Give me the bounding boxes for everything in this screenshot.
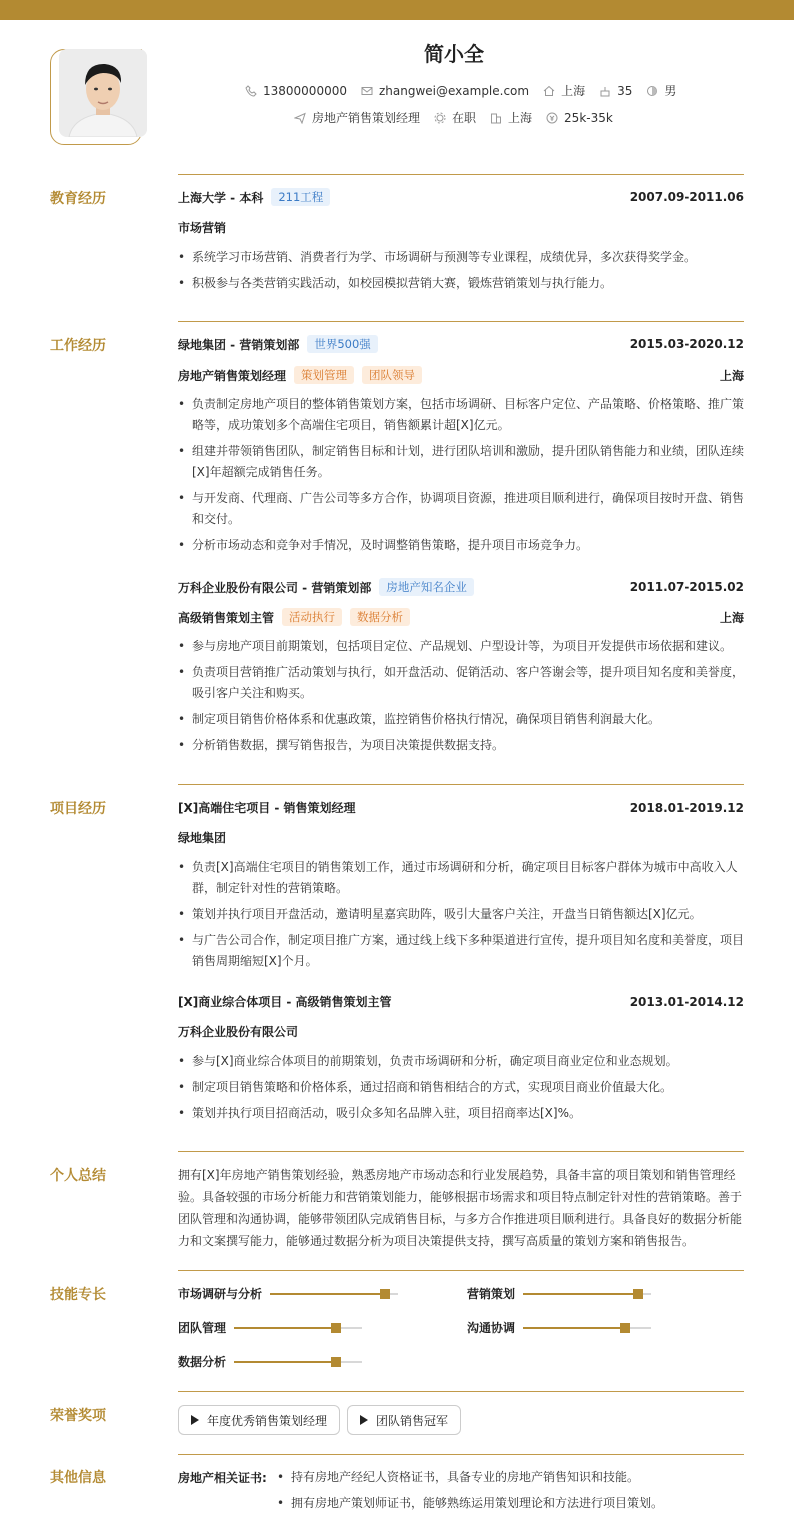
project-1-header (178, 799, 744, 816)
projects-divider (178, 784, 744, 785)
project-1-org: 绿地集团 (178, 831, 227, 845)
work-2-company: 万科企业股份有限公司 - 营销策划部 (178, 580, 372, 595)
list-item: • 组建并带领销售团队，制定销售目标和计划，进行团队培训和激励，提升团队销售能力和业绩，团队连续[X]年超额完成销售任务。 (178, 441, 744, 483)
skill-item (178, 1285, 398, 1302)
list-item: • 制定项目销售策略和价格体系，通过招商和销售相结合的方式，实现项目商业价值最大化。 (178, 1077, 744, 1098)
skill-name: 沟通协调 (467, 1321, 516, 1335)
award-badge (178, 1405, 340, 1435)
email-icon (361, 85, 373, 97)
email-info (361, 84, 529, 98)
project-2-bullets (178, 1051, 744, 1129)
list-item: • 与广告公司合作，制定项目推广方案，通过线上线下多种渠道进行宣传，提升项目知名度和美誉度，项目销售周期缩短[X]个月。 (178, 930, 744, 972)
list-item: • 分析市场动态和竞争对手情况，及时调整销售策略，提升项目市场竞争力。 (178, 535, 744, 556)
project-2-name: [X]商业综合体项目 - 高级销售策划主管 (178, 995, 392, 1009)
work-2-title: 高级销售策划主管 (178, 610, 275, 625)
list-item: • 负责[X]高端住宅项目的销售策划工作，通过市场调研和分析，确定项目目标客户群体为城市中高收入人群，制定针对性的营销策略。 (178, 857, 744, 899)
award-badge (347, 1405, 461, 1435)
skill-name: 数据分析 (178, 1355, 227, 1369)
skill-bar (523, 1293, 651, 1295)
summary-divider (178, 1151, 744, 1152)
education-date: 2007.09-2011.06 (629, 190, 744, 204)
gender-text: 男 (664, 84, 677, 98)
work-1-title: 房地产销售策划经理 (178, 368, 287, 383)
awards-divider (178, 1391, 744, 1392)
work-1-company-tag: 世界500强 (307, 335, 377, 353)
work-divider (178, 321, 744, 322)
skill-item (467, 1285, 651, 1302)
age-info (599, 84, 632, 98)
cake-icon (599, 85, 611, 97)
skill-bar (523, 1327, 651, 1329)
list-item: • 系统学习市场营销、消费者行为学、市场调研与预测等专业课程，成绩优异，多次获得奖学金。 (178, 247, 744, 268)
list-item: • 参与房地产项目前期策划，包括项目定位、产品规划、户型设计等，为项目开发提供市场依据和建议。 (178, 636, 744, 657)
play-icon (360, 1415, 368, 1425)
other-bullets (277, 1467, 747, 1519)
work-2-city: 上海 (719, 610, 744, 625)
work-2-tag-1: 活动执行 (282, 608, 342, 626)
list-item: • 持有房地产经纪人资格证书，具备专业的房地产销售知识和技能。 (277, 1467, 747, 1488)
work-1-tag-1: 策划管理 (294, 366, 354, 384)
salary-info (546, 111, 613, 125)
project-2-header (178, 993, 744, 1010)
home-icon (543, 85, 555, 97)
project-1-name: [X]高端住宅项目 - 销售策划经理 (178, 801, 356, 815)
work-2-header (178, 578, 744, 596)
candidate-name: 简小全 (424, 42, 484, 66)
status-text: 在职 (452, 111, 477, 125)
work-2-bullets (178, 636, 744, 761)
education-bullets (178, 247, 744, 299)
list-item: • 负责项目营销推广活动策划与执行，如开盘活动、促销活动、客户答谢会等，提升项目知名度和美誉度，吸引客户关注和购买。 (178, 662, 744, 704)
skill-item (178, 1353, 362, 1370)
list-item: • 策划并执行项目招商活动，吸引众多知名品牌入驻，项目招商率达[X]%。 (178, 1103, 744, 1124)
work-2-date: 2011.07-2015.02 (629, 580, 744, 594)
list-item: • 参与[X]商业综合体项目的前期策划，负责市场调研和分析，确定项目商业定位和业态规划。 (178, 1051, 744, 1072)
skill-bar (234, 1361, 362, 1363)
home-city-info (543, 82, 585, 99)
list-item: • 制定项目销售价格体系和优惠政策，监控销售价格执行情况，确保项目销售利润最大化。 (178, 709, 744, 730)
project-1-date: 2018.01-2019.12 (629, 800, 744, 815)
project-1-org-row (178, 829, 744, 846)
gender-icon (646, 85, 658, 97)
major: 市场营销 (178, 221, 227, 235)
education-section-title: 教育经历 (50, 191, 106, 207)
status-info (434, 109, 476, 126)
skill-item (178, 1319, 362, 1336)
award-label: 团队销售冠军 (376, 1413, 449, 1428)
skills-divider (178, 1270, 744, 1271)
list-item: • 拥有房地产策划师证书，能够熟练运用策划理论和方法进行项目策划。 (277, 1493, 747, 1514)
skill-item (467, 1319, 651, 1336)
phone-text: 13800000000 (263, 83, 347, 98)
work-2-tag-2: 数据分析 (350, 608, 410, 626)
other-section-title: 其他信息 (50, 1470, 106, 1486)
target-position-info (294, 109, 420, 126)
skill-bar (270, 1293, 398, 1295)
send-icon (294, 112, 306, 124)
target-city-text: 上海 (508, 111, 533, 125)
education-divider (178, 174, 744, 175)
awards-section-title: 荣誉奖项 (50, 1408, 106, 1424)
list-item: • 负责制定房地产项目的整体销售策划方案，包括市场调研、目标客户定位、产品策略、价格策略、推广策略等，成功策划多个高端住宅项目，销售额累计超[X]亿元。 (178, 394, 744, 436)
gear-icon (434, 112, 446, 124)
gender-info (646, 82, 676, 99)
phone-info (245, 84, 347, 98)
building-icon (490, 112, 502, 124)
contact-row (245, 82, 690, 99)
school-tag: 211工程 (271, 188, 330, 206)
work-1-tag-2: 团队领导 (362, 366, 422, 384)
skill-name: 团队管理 (178, 1321, 227, 1335)
email-text: zhangwei@example.com (378, 83, 530, 98)
project-2-org-row (178, 1023, 744, 1040)
projects-section-title: 项目经历 (50, 801, 106, 817)
work-1-city: 上海 (719, 368, 744, 383)
list-item: • 分析销售数据，撰写销售报告，为项目决策提供数据支持。 (178, 735, 744, 756)
work-1-bullets (178, 394, 744, 561)
other-label: 房地产相关证书: (178, 1471, 267, 1485)
work-1-company: 绿地集团 - 营销策划部 (178, 337, 300, 352)
work-section-title: 工作经历 (50, 338, 106, 354)
phone-icon (245, 85, 257, 97)
age-text: 35 (617, 83, 633, 98)
home-city-text: 上海 (561, 84, 586, 98)
school-name: 上海大学 - 本科 (178, 190, 264, 205)
list-item: • 积极参与各类营销实践活动，如校园模拟营销大赛，锻炼营销策划与执行能力。 (178, 273, 744, 294)
work-2-company-tag: 房地产知名企业 (379, 578, 474, 596)
project-2-org: 万科企业股份有限公司 (178, 1025, 299, 1039)
play-icon (191, 1415, 199, 1425)
list-item: • 策划并执行项目开盘活动，邀请明星嘉宾助阵，吸引大量客户关注，开盘当日销售额达[X]亿元。 (178, 904, 744, 925)
target-city-info (490, 109, 532, 126)
education-major-row (178, 219, 744, 236)
top-accent-bar (0, 0, 794, 20)
job-intent-row (294, 109, 627, 126)
skill-name: 市场调研与分析 (178, 1287, 263, 1301)
target-position-text: 房地产销售策划经理 (312, 111, 421, 125)
project-1-bullets (178, 857, 744, 977)
work-1-header (178, 335, 744, 353)
work-1-date: 2015.03-2020.12 (629, 337, 744, 351)
skill-name: 营销策划 (467, 1287, 516, 1301)
work-1-title-row (178, 366, 744, 384)
skills-section-title: 技能专长 (50, 1287, 106, 1303)
work-2-title-row (178, 608, 744, 626)
education-header (178, 188, 744, 206)
skill-bar (234, 1327, 362, 1329)
list-item: • 与开发商、代理商、广告公司等多方合作，协调项目资源，推进项目顺利进行，确保项目按时开盘、销售和交付。 (178, 488, 744, 530)
summary-text: 拥有[X]年房地产销售策划经验，熟悉房地产市场动态和行业发展趋势，具备丰富的项目策划和销售管理经验。具备较强的市场分析能力和营销策划能力，能够根据市场需求和项目特点制定针对性的营销策略。善于团队管理和沟通协调，能够带领团队完成销售目标，与多方合作推进项目顺利进行。具备良好的数据分析能力和文案撰写能力，能够通过数据分析为项目决策提供支持，撰写高质量的策划方案和销售报告。 (178, 1168, 743, 1248)
project-2-date: 2013.01-2014.12 (629, 994, 744, 1009)
salary-text: 25k-35k (564, 110, 613, 125)
award-label: 年度优秀销售策划经理 (207, 1413, 328, 1428)
money-icon (546, 112, 558, 124)
other-divider (178, 1454, 744, 1455)
summary-section-title: 个人总结 (50, 1168, 106, 1184)
